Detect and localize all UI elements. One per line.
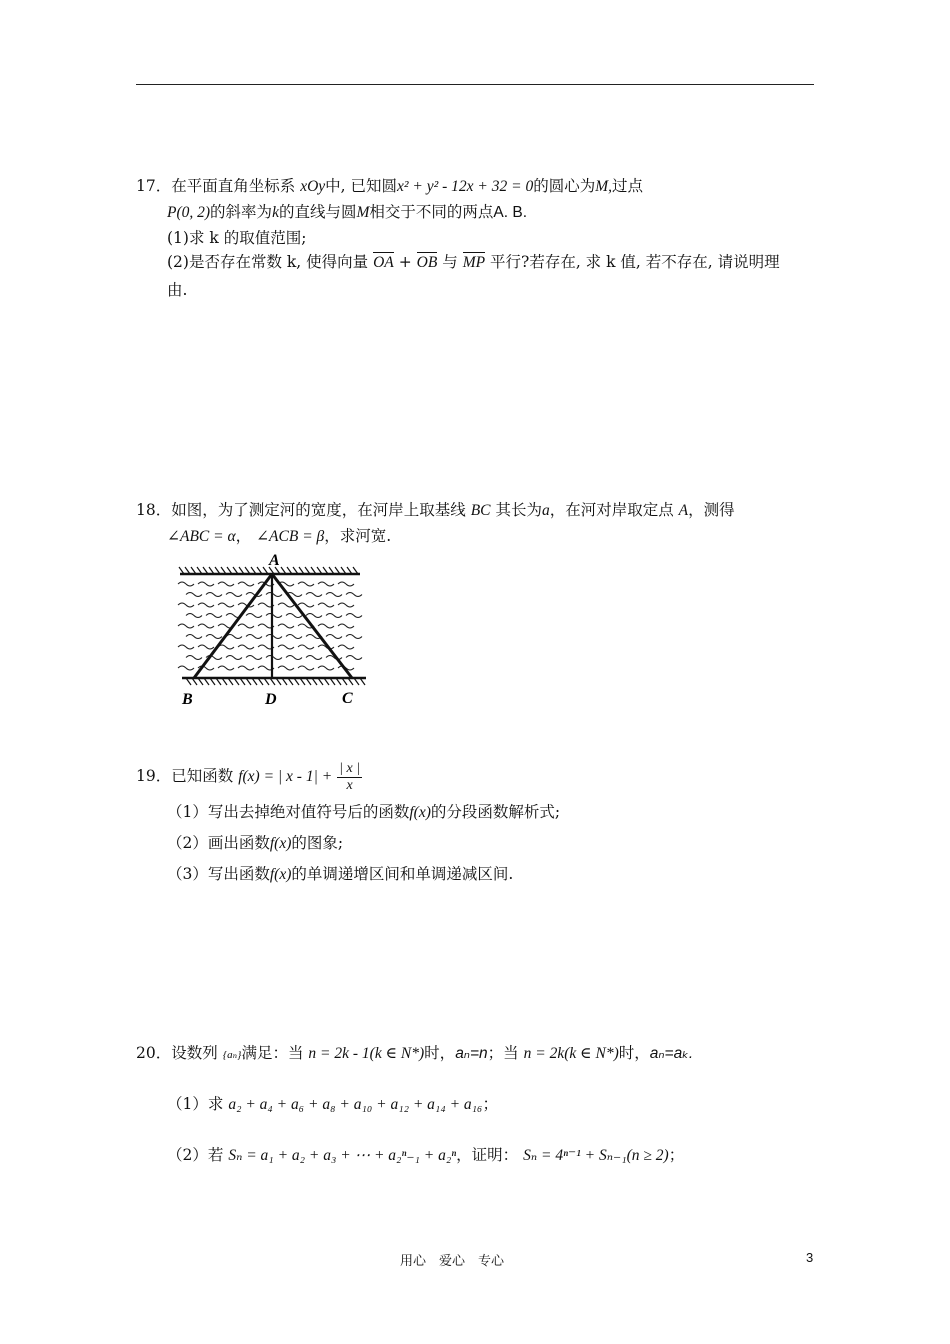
q20-part-2: （2）若 Sₙ = a₁ + a₂ + a₃ + ⋯ + a₂ⁿ₋₁ + a₂ⁿ，证明： Sₙ = 4ⁿ⁻¹ + Sₙ₋₁(n ≥ 2)； [167, 1146, 685, 1164]
wave-mark [286, 656, 302, 660]
q17-part-2-end: 由. [167, 281, 188, 299]
wave-mark [278, 624, 294, 628]
wave-mark [298, 582, 314, 586]
q19-function: f(x) = | x - 1| + [238, 768, 333, 785]
wave-mark [338, 582, 354, 586]
q20-sequence: {aₙ} [222, 1049, 242, 1061]
q19-number: 19． [136, 767, 172, 785]
wave-mark [278, 603, 294, 607]
q17-number: 17． [136, 177, 172, 195]
q20-sum-expression: a₂ + a₄ + a₆ + a₈ + a₁₀ + a₁₂ + a₁₄ + a₁₆ [228, 1096, 483, 1113]
footer-text: 用心 爱心 专心 [400, 1254, 505, 1269]
river-figure [172, 548, 372, 710]
label-d: D [265, 691, 277, 708]
wave-mark [278, 666, 294, 670]
wave-mark [186, 656, 202, 660]
wave-mark [306, 614, 322, 618]
header-rule [136, 84, 814, 85]
label-c: C [342, 690, 353, 707]
wave-mark [218, 645, 234, 649]
wave-mark [226, 656, 242, 660]
wave-mark [198, 582, 214, 586]
wave-mark [278, 645, 294, 649]
vector-ob: OB [416, 254, 438, 271]
wave-mark [338, 624, 354, 628]
wave-mark [266, 593, 282, 597]
page-number: 3 [806, 1250, 814, 1265]
angle-acb: ∠ACB = β [256, 528, 325, 545]
wave-mark [186, 593, 202, 597]
wave-mark [198, 603, 214, 607]
q20-sn-definition: Sₙ = a₁ + a₂ + a₃ + ⋯ + a₂ⁿ₋₁ + a₂ⁿ [228, 1147, 457, 1164]
wave-mark [238, 645, 254, 649]
wave-mark [298, 603, 314, 607]
wave-mark [318, 624, 334, 628]
wave-mark [266, 614, 282, 618]
wave-mark [346, 593, 362, 597]
q19-part-3: （3）写出函数f(x)的单调递增区间和单调递减区间. [167, 865, 514, 883]
wave-mark [178, 582, 194, 586]
q18-line-1: 18．如图，为了测定河的宽度，在河岸上取基线 BC 其长为a，在河对岸取定点 A，测得 [136, 501, 735, 519]
wave-mark [286, 614, 302, 618]
segment-ac [272, 574, 352, 678]
wave-mark [246, 635, 262, 639]
q18-number: 18． [136, 501, 172, 519]
q20-condition-even: n = 2k(k ∈ N*) [523, 1045, 619, 1062]
wave-mark [338, 603, 354, 607]
vector-oa: OA [373, 254, 394, 271]
q17-circle-equation: x² + y² - 12x + 32 = 0 [397, 178, 534, 195]
q20-claim: Sₙ = 4ⁿ⁻¹ + Sₙ₋₁(n ≥ 2) [523, 1147, 669, 1164]
wave-mark [246, 614, 262, 618]
wave-mark [178, 603, 194, 607]
wave-mark [218, 666, 234, 670]
wave-mark [178, 645, 194, 649]
wave-mark [286, 635, 302, 639]
q18-line-2: ∠ABC = α， ∠ACB = β，求河宽. [167, 527, 392, 545]
q19-fraction: $\frac{| x |}{x}$ [339, 760, 361, 793]
wave-mark [206, 593, 222, 597]
q19-part-2: （2）画出函数f(x)的图象; [167, 834, 344, 852]
q20-part-1: （1）求 a₂ + a₄ + a₆ + a₈ + a₁₀ + a₁₂ + a₁₄ + a₁₆； [167, 1095, 498, 1113]
wave-mark [238, 582, 254, 586]
q20-condition-odd: n = 2k - 1(k ∈ N*) [308, 1045, 425, 1062]
q17-part-2: (2)是否存在常数 k, 使得向量 OA + OB 与 MP 平行?若存在, 求 k 值, 若不存在, 请说明理 [167, 253, 780, 271]
q19-line-1: 19．已知函数 f(x) = | x - 1| + $\frac{| x |}{x}$ [136, 760, 361, 793]
wave-mark [178, 624, 194, 628]
wave-mark [306, 593, 322, 597]
wave-mark [338, 645, 354, 649]
wave-mark [238, 666, 254, 670]
wave-mark [178, 666, 194, 670]
wave-mark [266, 656, 282, 660]
vector-mp: MP [462, 254, 486, 271]
q17-line-1: 17．在平面直角坐标系 xOy中, 已知圆x² + y² - 12x + 32 = 0的圆心为M,过点 [136, 177, 644, 195]
wave-mark [246, 656, 262, 660]
q20-line-1: 20．设数列 {aₙ}满足：当 n = 2k - 1(k ∈ N*)时，aₙ=n；当 n = 2k(k ∈ N*)时，aₙ=aₖ. [136, 1044, 694, 1062]
wave-mark [326, 635, 342, 639]
wave-mark [318, 582, 334, 586]
wave-mark [218, 582, 234, 586]
wave-mark [346, 614, 362, 618]
wave-mark [226, 593, 242, 597]
wave-mark [318, 603, 334, 607]
wave-mark [346, 656, 362, 660]
wave-mark [298, 666, 314, 670]
wave-mark [218, 603, 234, 607]
wave-mark [346, 635, 362, 639]
wave-mark [238, 624, 254, 628]
wave-mark [266, 635, 282, 639]
q19-part-1: （1）写出去掉绝对值符号后的函数f(x)的分段函数解析式; [167, 803, 561, 821]
wave-mark [318, 666, 334, 670]
angle-abc: ∠ABC = α [167, 528, 236, 545]
q17-line-2: P(0, 2)的斜率为k的直线与圆M相交于不同的两点A. B. [167, 203, 528, 221]
q20-number: 20． [136, 1044, 172, 1062]
wave-mark [298, 645, 314, 649]
wave-mark [206, 635, 222, 639]
wave-mark [186, 635, 202, 639]
wave-mark [206, 614, 222, 618]
wave-mark [198, 624, 214, 628]
wave-mark [186, 614, 202, 618]
wave-mark [326, 593, 342, 597]
label-b: B [182, 691, 193, 708]
label-a: A [269, 552, 280, 569]
q17-part-1: (1)求 k 的取值范围; [167, 229, 307, 247]
q17-coord-sys: xOy [300, 178, 326, 195]
wave-mark [198, 645, 214, 649]
wave-mark [326, 614, 342, 618]
wave-mark [306, 656, 322, 660]
wave-mark [226, 635, 242, 639]
